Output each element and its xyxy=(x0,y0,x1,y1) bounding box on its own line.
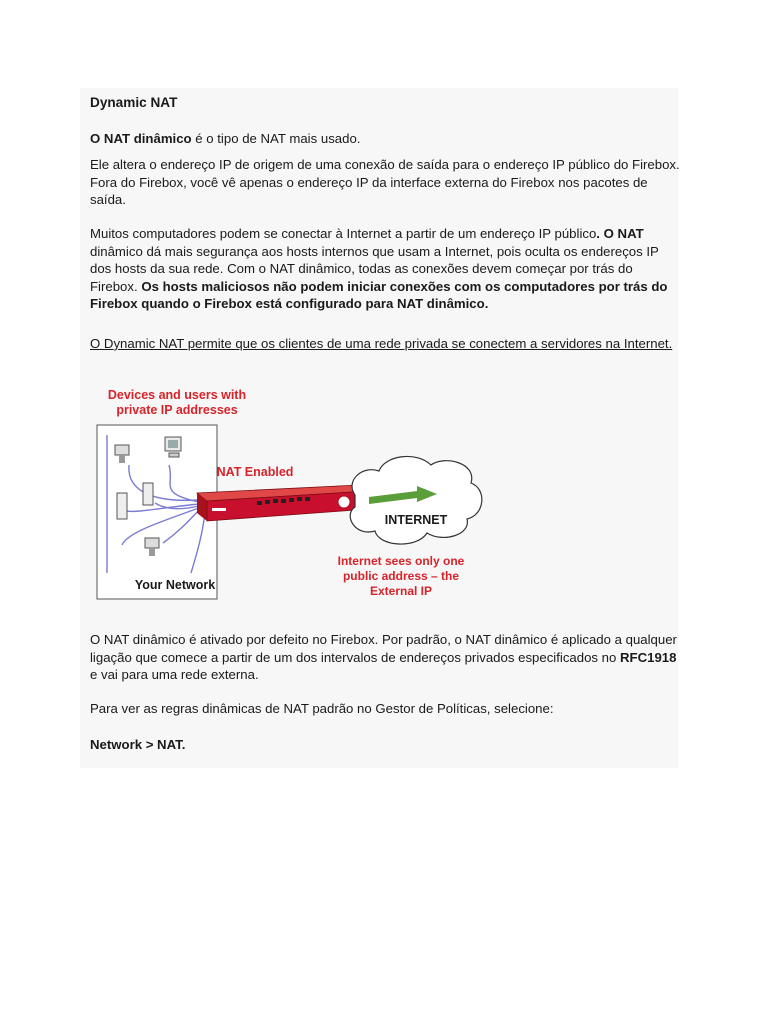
internet-label: INTERNET xyxy=(384,512,448,527)
devices-label-2: private IP addresses xyxy=(116,402,238,417)
internet-sees-3: External IP xyxy=(369,583,433,598)
paragraph-default xyxy=(90,631,680,684)
rfc-bold: RFC1918 xyxy=(620,649,677,665)
paragraph-2: Ele altera o endereço IP de origem de uma conexão de saída para o endereço IP público do Firebox. Fora do Firebox, você vê apenas o endereço IP da interface externa do Firebox nos pacotes de saída. xyxy=(90,157,680,208)
nat-enabled-label: NAT Enabled xyxy=(216,464,294,479)
intro-rest: é o tipo de NAT mais usado. xyxy=(191,130,361,146)
p3-bold-warning: Os hosts maliciosos não podem iniciar conexões com os computadores por trás do Firebox quando o Firebox está configurado para NAT dinâmico. xyxy=(90,278,668,312)
p3-dot: . xyxy=(596,225,600,241)
paragraph-rules: Para ver as regras dinâmicas de NAT padrão no Gestor de Políticas, selecione: xyxy=(90,700,554,716)
page-title: Dynamic NAT xyxy=(90,95,178,110)
your-network-label: Your Network xyxy=(134,577,216,592)
document-body xyxy=(90,92,680,753)
nat-diagram xyxy=(87,373,497,613)
menu-path: Network > NAT. xyxy=(90,736,186,752)
default-part-b: e vai para uma rede externa. xyxy=(90,667,259,683)
default-part-a: O NAT dinâmico é ativado por defeito no Firebox. Por padrão, o NAT dinâmico é aplicado a qualquer ligação que comece a partir de um dos intervalos de endereços privados especificados no xyxy=(90,632,677,665)
paragraph-3 xyxy=(90,225,680,313)
intro-bold: O NAT dinâmico xyxy=(90,130,192,146)
p3-part-c: dinâmico dá mais segurança aos hosts internos que usam a Internet, pois oculta os endereços IP dos hosts da sua rede. Com o NAT dinâmico, todas as conexões devem começar por trás do Firebox. xyxy=(90,243,659,294)
internet-sees-1: Internet sees only one xyxy=(337,553,465,568)
underlined-statement: O Dynamic NAT permite que os clientes de uma rede privada se conectem a servidores na Internet. xyxy=(90,335,673,351)
p3-part-a: Muitos computadores podem se conectar à Internet a partir de um endereço IP público xyxy=(90,225,597,241)
firebox-device-icon xyxy=(197,485,369,521)
p3-bold-o-nat: O NAT xyxy=(599,225,644,241)
intro-paragraph xyxy=(90,130,680,148)
internet-sees-2: public address – the xyxy=(342,568,460,583)
devices-label-1: Devices and users with xyxy=(107,387,247,402)
